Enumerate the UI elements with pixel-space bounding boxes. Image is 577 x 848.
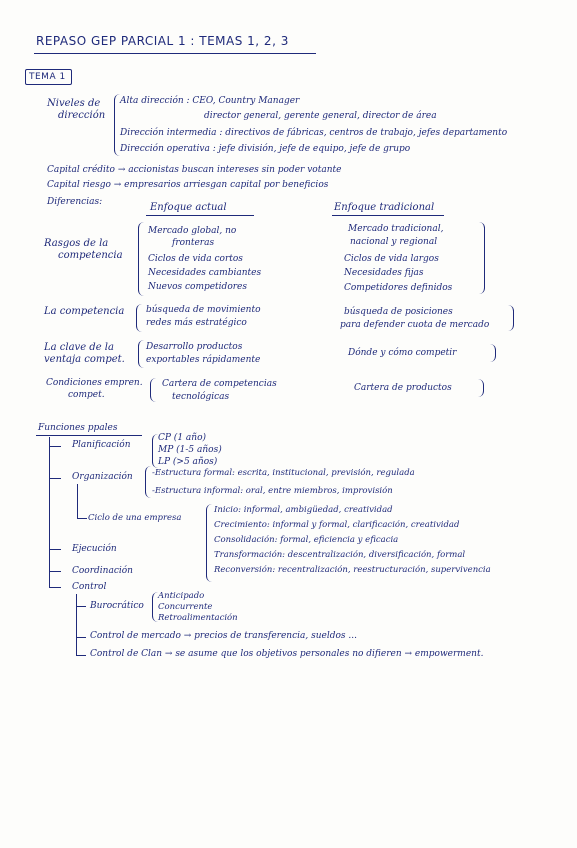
coordinacion-label: Coordinación [72, 566, 133, 576]
ejecucion-label: Ejecución [72, 544, 117, 554]
tipo-anticipado: Anticipado [158, 591, 205, 601]
control-clan: Control de Clan → se asume que los objetivos personales no difieren → empowerment. [90, 649, 484, 659]
enfoque-tradicional-heading: Enfoque tradicional [334, 202, 435, 213]
ciclo-label: Ciclo de una empresa [88, 513, 182, 523]
condiciones-actual-1: Cartera de competencias [162, 379, 277, 389]
competencia-actual-2: redes más estratégico [146, 318, 247, 328]
competencia-brace-trad [508, 305, 514, 331]
tree-branch-control [49, 587, 61, 588]
etapa-reconversion: Reconversión: recentralización, reestructuración, supervivencia [214, 565, 491, 575]
clave-trad: Dónde y cómo competir [348, 348, 457, 358]
tree-branch-burocratico [76, 606, 86, 607]
title-underline [34, 53, 316, 54]
condiciones-brace [150, 378, 156, 402]
competencia-actual-1: búsqueda de movimiento [146, 305, 261, 315]
rasgo-trad-4: Competidores definidos [344, 283, 453, 293]
competencia-brace [136, 304, 142, 332]
rasgo-actual-1b: fronteras [172, 238, 215, 248]
tree-branch-ejecucion [49, 549, 61, 550]
nivel-intermedia: Dirección intermedia : directivos de fábricas, centros de trabajo, jefes departamento [120, 128, 508, 138]
condiciones-actual-2: tecnológicas [172, 392, 230, 402]
nivel-alta: Alta dirección : CEO, Country Manager [120, 96, 300, 106]
capital-credito: Capital crédito → accionistas buscan intereses sin poder votante [47, 165, 342, 175]
tree-branch-ciclo [77, 518, 87, 519]
plazo-mp: MP (1-5 años) [158, 445, 222, 455]
competencia-trad-1: búsqueda de posiciones [344, 307, 453, 317]
enfoque-actual-heading: Enfoque actual [150, 202, 227, 213]
clave-label-2: ventaja compet. [44, 354, 125, 365]
clave-label-1: La clave de la [44, 342, 114, 353]
competencia-trad-2: para defender cuota de mercado [340, 320, 490, 330]
clave-actual-2: exportables rápidamente [146, 355, 261, 365]
rasgo-trad-1b: nacional y regional [350, 237, 438, 247]
condiciones-trad: Cartera de productos [354, 383, 452, 393]
tree-main-line [49, 437, 50, 587]
capital-riesgo: Capital riesgo → empresarios arriesgan capital por beneficios [47, 180, 329, 190]
rasgo-actual-3: Necesidades cambiantes [148, 268, 262, 278]
tree-branch-coordinacion [49, 571, 61, 572]
clave-actual-1: Desarrollo productos [146, 342, 243, 352]
rasgos-label-1: Rasgos de la [44, 238, 109, 249]
control-label: Control [72, 582, 107, 592]
funciones-label: Funciones ppales [38, 423, 118, 433]
rasgos-label-2: competencia [58, 250, 123, 261]
nivel-alta-detail: director general, gerente general, director de área [204, 111, 437, 121]
tree-ciclo-line [77, 484, 78, 518]
etapa-transformacion: Transformación: descentralización, diversificación, formal [214, 550, 466, 560]
condiciones-brace-trad [478, 379, 484, 397]
clave-brace [138, 340, 144, 368]
competencia-label: La competencia [44, 306, 125, 317]
rasgo-actual-4: Nuevos competidores [148, 282, 247, 292]
rasgo-trad-1: Mercado tradicional, [348, 224, 444, 234]
rasgo-trad-3: Necesidades fijas [344, 268, 424, 278]
tree-branch-organizacion [49, 478, 61, 479]
tema-label: TEMA 1 [29, 72, 66, 82]
etapa-crecimiento: Crecimiento: informal y formal, clarificación, creatividad [214, 520, 460, 530]
burocratico-label: Burocrático [90, 601, 144, 611]
rasgos-brace-trad [478, 222, 485, 294]
enfoque-actual-underline [146, 215, 254, 216]
organizacion-label: Organización [72, 472, 133, 482]
etapa-consolidacion: Consolidación: formal, eficiencia y eficacia [214, 535, 399, 545]
clave-brace-trad [490, 344, 496, 362]
niveles-label-1: Niveles de [47, 98, 101, 109]
tree-control-line [76, 594, 77, 656]
planificacion-label: Planificación [72, 440, 131, 450]
tree-branch-clan [76, 655, 86, 656]
tree-branch-mercado [76, 637, 86, 638]
control-mercado: Control de mercado → precios de transferencia, sueldos ... [90, 631, 357, 641]
estructura-formal: -Estructura formal: escrita, institucional, previsión, regulada [152, 468, 415, 478]
plazo-lp: LP (>5 años) [158, 457, 218, 467]
rasgo-actual-1: Mercado global, no [148, 226, 237, 236]
organizacion-brace [145, 466, 151, 498]
ciclo-brace [206, 504, 212, 582]
tree-branch-planificacion [49, 446, 61, 447]
rasgo-actual-2: Ciclos de vida cortos [148, 254, 243, 264]
condiciones-label-2: compet. [68, 390, 105, 400]
estructura-informal: -Estructura informal: oral, entre miembros, improvisión [152, 486, 393, 496]
tipo-concurrente: Concurrente [158, 602, 213, 612]
funciones-underline [36, 435, 142, 436]
plazo-cp: CP (1 año) [158, 433, 206, 443]
etapa-inicio: Inicio: informal, ambigüedad, creatividad [214, 505, 393, 515]
diferencias-label: Diferencias: [47, 197, 103, 207]
enfoque-tradicional-underline [332, 215, 444, 216]
nivel-operativa: Dirección operativa : jefe división, jefe de equipo, jefe de grupo [120, 144, 411, 154]
tipo-retroalimentacion: Retroalimentación [158, 613, 238, 623]
niveles-label-2: dirección [58, 110, 106, 121]
page-title: REPASO GEP PARCIAL 1 : TEMAS 1, 2, 3 [36, 34, 289, 48]
rasgo-trad-2: Ciclos de vida largos [344, 254, 439, 264]
condiciones-label-1: Condiciones empren. [46, 378, 143, 388]
rasgos-brace-actual [138, 222, 145, 296]
